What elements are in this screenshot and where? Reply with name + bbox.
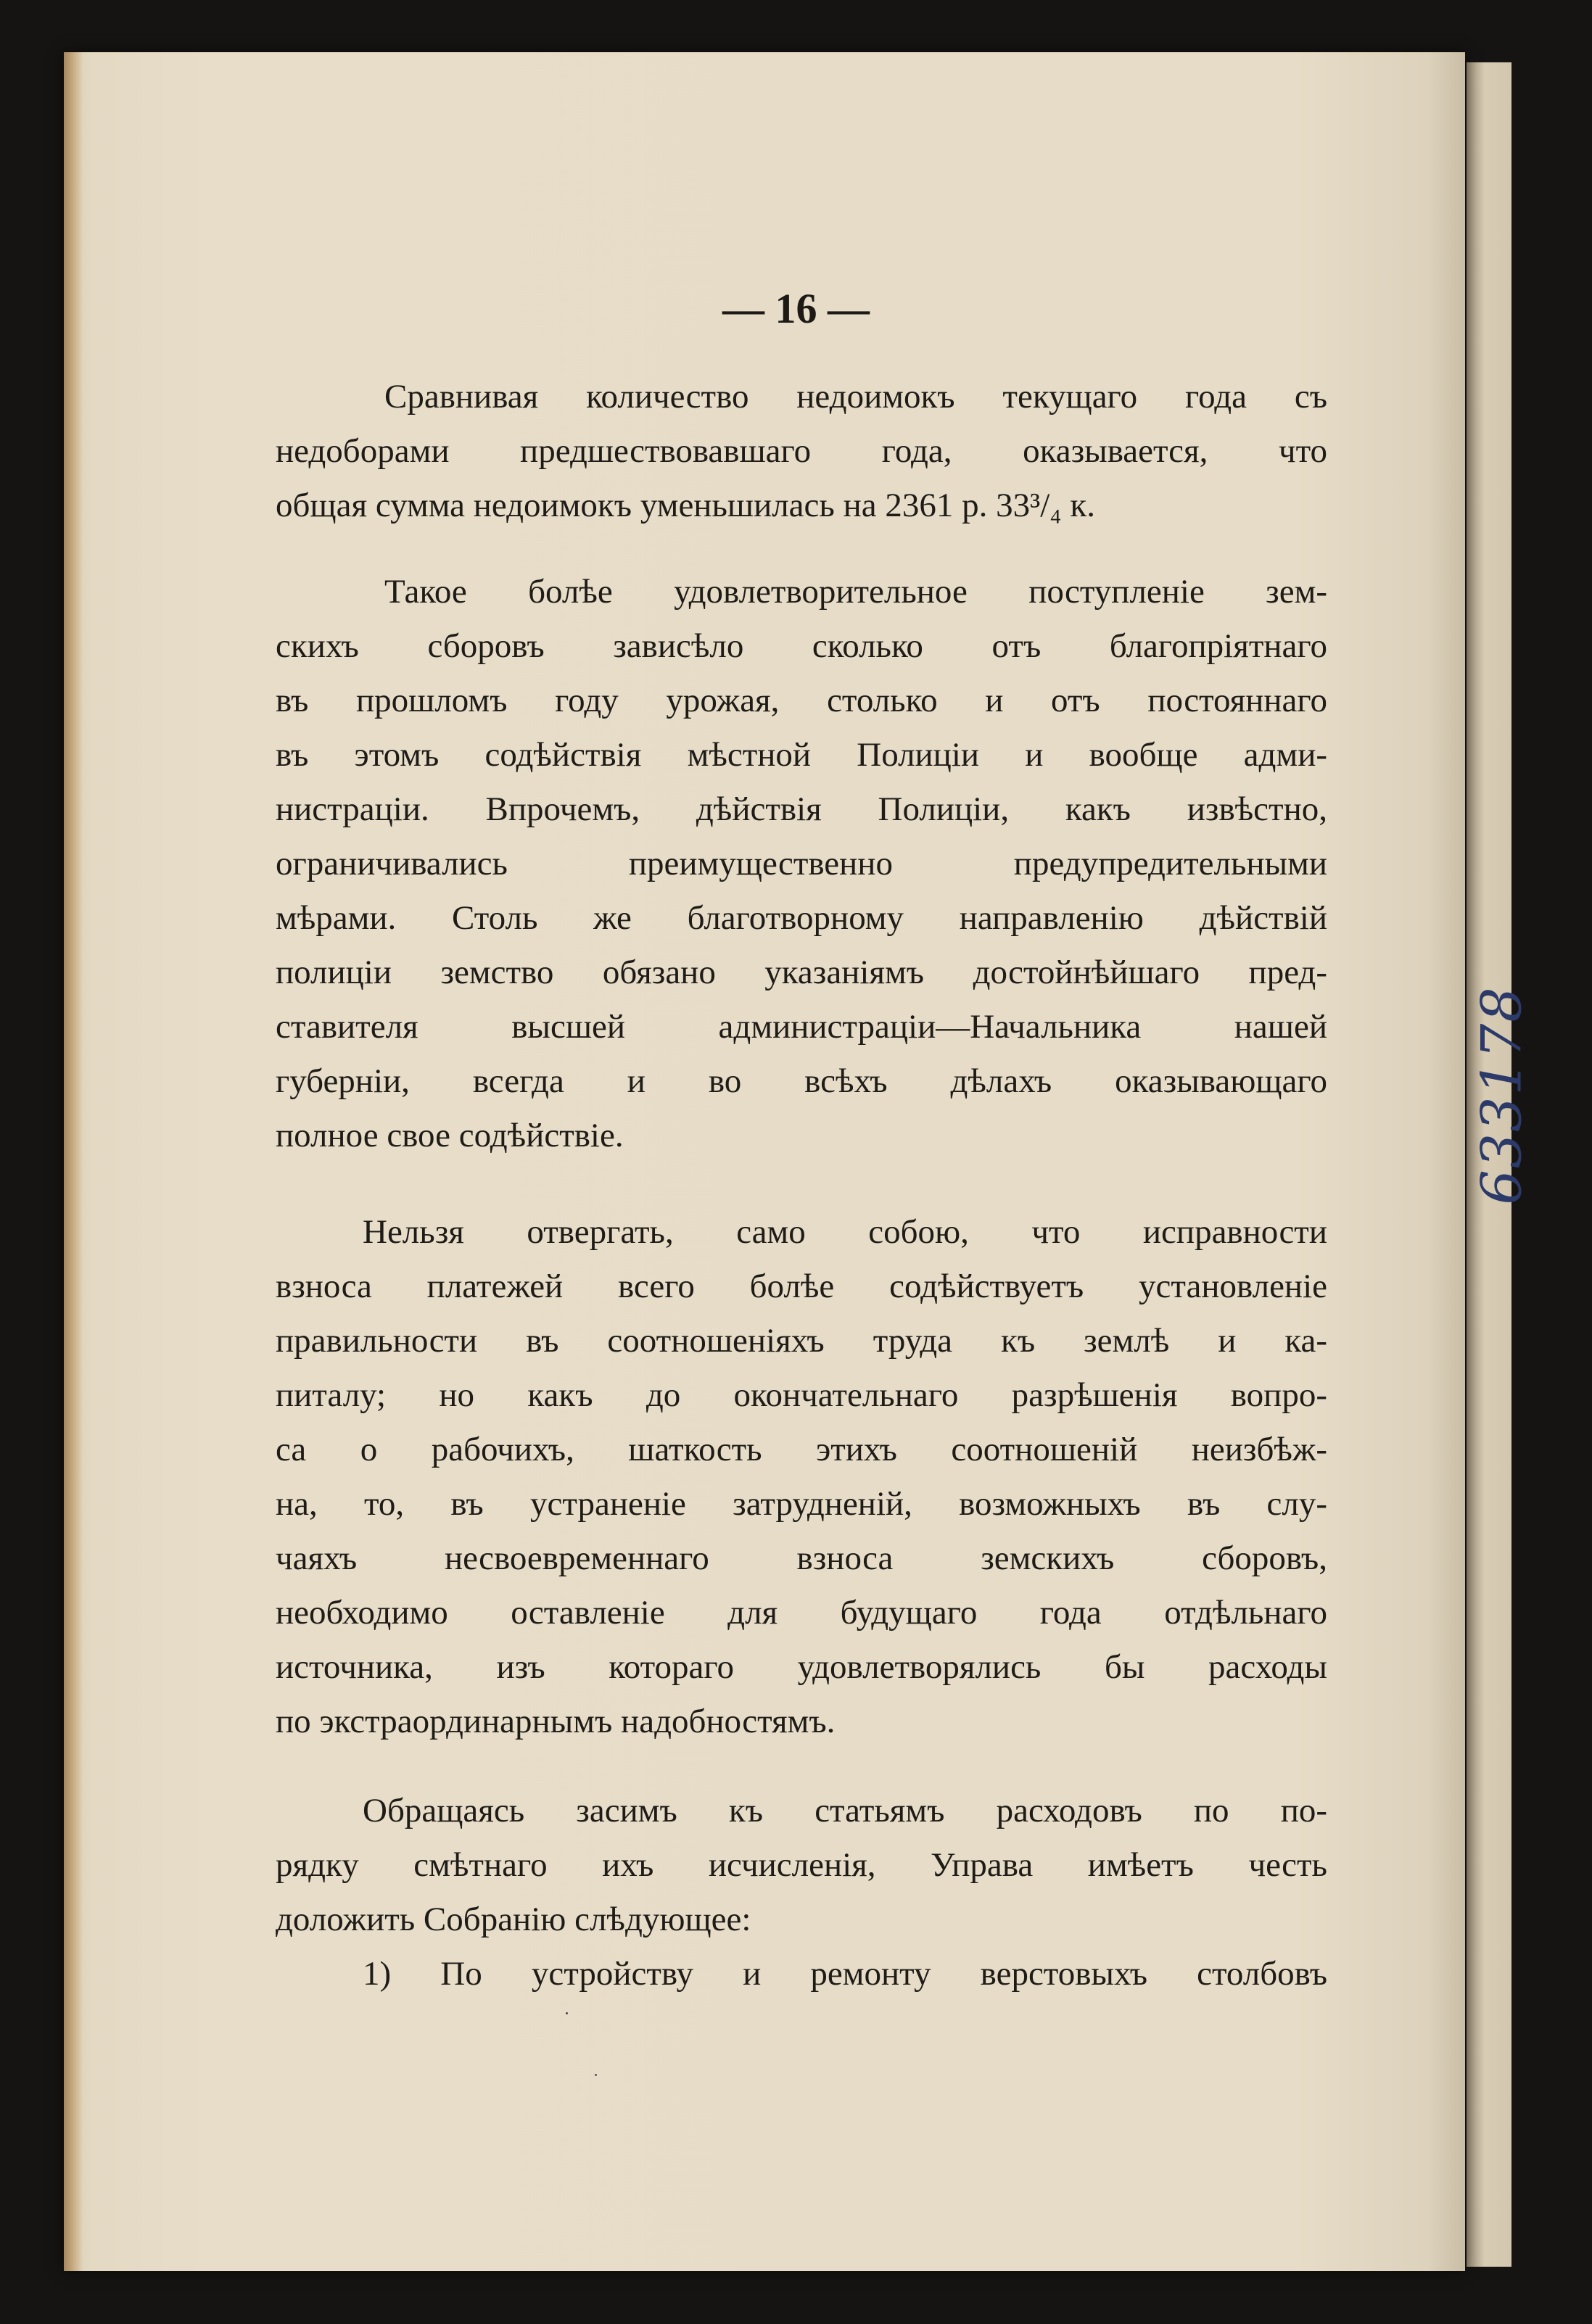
text-line: доложить Собранію слѣдующее: [276, 1901, 751, 1938]
text-line: питалу; но какъ до окончательнаго разрѣшенія вопро- [276, 1376, 1327, 1414]
page-left-edge [64, 52, 83, 2271]
text-line: полиціи земство обязано указаніямъ достойнѣйшаго пред- [276, 954, 1327, 991]
paper-speck [595, 2074, 597, 2076]
text-line: въ этомъ содѣйствія мѣстной Полиціи и вообще адми- [276, 736, 1327, 774]
inventory-stamp [1469, 964, 1534, 1225]
text-line: въ прошломъ году урожая, столько и отъ постояннаго [276, 682, 1327, 719]
text-line: мѣрами. Столь же благотворному направленію дѣйствій [276, 899, 1327, 937]
text-line: рядку смѣтнаго ихъ исчисленія, Управа имѣетъ честь [276, 1846, 1327, 1884]
text-line: Такое болѣе удовлетворительное поступленіе зем- [384, 573, 1327, 611]
text-line: недоборами предшествовавшаго года, оказывается, что [276, 432, 1327, 470]
paper-speck [566, 2012, 568, 2014]
text-line: взноса платежей всего болѣе содѣйствуетъ установленіе [276, 1268, 1327, 1305]
paragraph-4 [276, 1784, 1327, 1947]
text-line: ограничивались преимущественно предупредительными [276, 845, 1327, 882]
page-body-text [276, 370, 1327, 2001]
paragraph-1 [276, 370, 1327, 533]
text-line: источника, изъ котораго удовлетворялись бы расходы [276, 1648, 1327, 1686]
text-line: общая сумма недоимокъ уменьшилась на 2361 р. 33³/₄ к. [276, 487, 1095, 524]
inventory-number: 633178 [1469, 985, 1534, 1205]
text-line: ставителя высшей администраціи—Начальника нашей [276, 1008, 1327, 1046]
text-line: Обращаясь засимъ къ статьямъ расходовъ по по- [363, 1792, 1327, 1829]
text-line: чаяхъ несвоевременнаго взноса земскихъ сборовъ, [276, 1539, 1327, 1577]
text-line: по экстраординарнымъ надобностямъ. [276, 1703, 836, 1740]
text-line: скихъ сборовъ зависѣло сколько отъ благопріятнаго [276, 627, 1327, 665]
text-line: правильности въ соотношеніяхъ труда къ землѣ и ка- [276, 1322, 1327, 1360]
text-line: полное свое содѣйствіе. [276, 1117, 624, 1154]
paragraph-3 [276, 1205, 1327, 1749]
page-number: — 16 — [722, 285, 870, 332]
text-line: губерніи, всегда и во всѣхъ дѣлахъ оказывающаго [276, 1062, 1327, 1100]
text-line: 1) По устройству и ремонту верстовыхъ столбовъ [363, 1955, 1327, 1993]
text-line: нистраціи. Впрочемъ, дѣйствія Полиціи, какъ извѣстно, [276, 790, 1327, 828]
text-line: Нельзя отвергать, само собою, что исправности [363, 1213, 1327, 1251]
text-line: са о рабочихъ, шаткость этихъ соотношеній неизбѣж- [276, 1431, 1327, 1468]
text-line: необходимо оставленіе для будущаго года отдѣльнаго [276, 1594, 1327, 1632]
text-line: Сравнивая количество недоимокъ текущаго года съ [384, 378, 1327, 415]
paragraph-2 [276, 565, 1327, 1163]
paragraph-5 [276, 1947, 1327, 2001]
text-line: на, то, въ устраненіе затрудненій, возможныхъ въ слу- [276, 1485, 1327, 1523]
